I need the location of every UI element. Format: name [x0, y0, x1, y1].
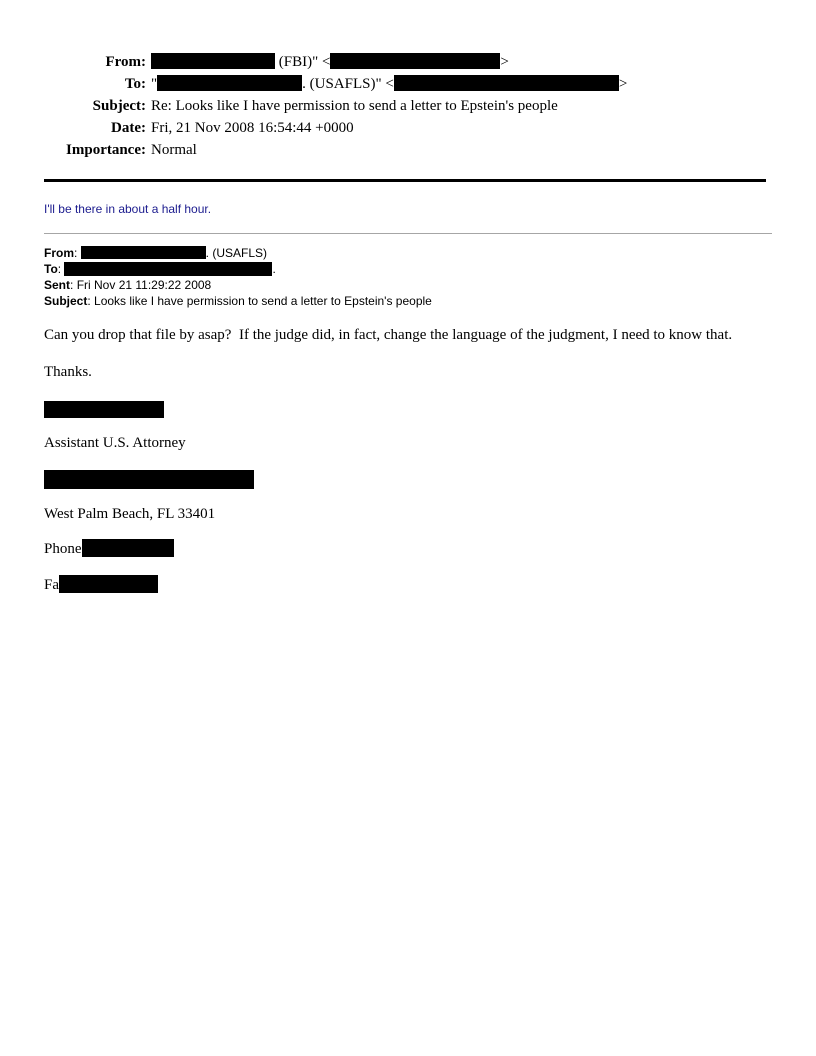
signature-title: Assistant U.S. Attorney: [44, 435, 186, 451]
header-field-importance: [44, 139, 772, 161]
quoted-to-label: To: [44, 262, 58, 276]
quoted-to-suffix: .: [272, 262, 276, 276]
redaction-signature-address: [44, 470, 254, 489]
reply-message: I'll be there in about a half hour.: [44, 202, 212, 216]
quoted-email-header: [44, 245, 772, 309]
quoted-field-sent: [44, 277, 772, 293]
thanks-paragraph: Thanks.: [44, 364, 92, 380]
body-paragraph: Can you drop that file by asap? If the judge did, in fact, change the language of the judgment, I need to know that.: [44, 327, 733, 343]
phone-label: Phone: [44, 541, 82, 557]
redaction-phone-number: [82, 539, 174, 557]
redaction-quoted-to: [64, 262, 272, 276]
email-header: [44, 51, 772, 161]
quoted-divider: [44, 233, 772, 234]
header-field-from: [44, 51, 772, 73]
quoted-from-label: From: [44, 246, 74, 260]
quoted-field-from: [44, 245, 772, 261]
quoted-to-sep: :: [57, 262, 65, 276]
to-value-end: >: [618, 76, 628, 92]
quoted-subject-label: Subject: [44, 294, 88, 308]
header-divider: [44, 179, 766, 182]
redaction-from-name: [151, 53, 275, 69]
quoted-field-subject: [44, 293, 772, 309]
redaction-quoted-from: [81, 246, 206, 259]
fax-label: Fa: [44, 577, 59, 593]
quoted-sent-sep: :: [70, 278, 77, 292]
quoted-sent-value: Fri Nov 21 11:29:22 2008: [76, 278, 212, 292]
date-label: Date:: [111, 120, 146, 136]
header-field-subject: [44, 95, 772, 117]
from-value: [146, 51, 509, 73]
quoted-from-suffix: . (USAFLS): [205, 246, 268, 260]
from-label: From:: [105, 54, 146, 70]
redaction-signature-name: [44, 401, 164, 418]
quoted-field-to: [44, 261, 772, 277]
to-value: [146, 73, 627, 95]
signature-phone-line: [44, 539, 772, 559]
to-value-quote: ": [151, 76, 158, 92]
quoted-subject-value: Looks like I have permission to send a letter to Epstein's people: [94, 294, 432, 308]
importance-label: Importance:: [66, 142, 146, 158]
quoted-from-sep: :: [74, 246, 81, 260]
signature-city: West Palm Beach, FL 33401: [44, 506, 216, 522]
redaction-fax-number: [59, 575, 158, 593]
date-value: Fri, 21 Nov 2008 16:54:44 +0000: [151, 120, 354, 136]
header-field-to: [44, 73, 772, 95]
header-field-date: [44, 117, 772, 139]
from-value-end: >: [500, 54, 509, 70]
redaction-to-email: [394, 75, 619, 91]
quoted-subject-sep: :: [87, 294, 95, 308]
redaction-to-name: [157, 75, 302, 91]
quoted-sent-label: Sent: [44, 278, 71, 292]
to-label: To:: [124, 76, 146, 92]
subject-value: Re: Looks like I have permission to send a letter to Epstein's people: [151, 98, 558, 114]
from-value-text: (FBI)" <: [275, 54, 331, 70]
signature-fax-line: [44, 575, 772, 595]
importance-value: Normal: [151, 142, 197, 158]
subject-label: Subject:: [92, 98, 146, 114]
redaction-from-email: [330, 53, 500, 69]
to-value-text: . (USAFLS)" <: [302, 76, 394, 92]
